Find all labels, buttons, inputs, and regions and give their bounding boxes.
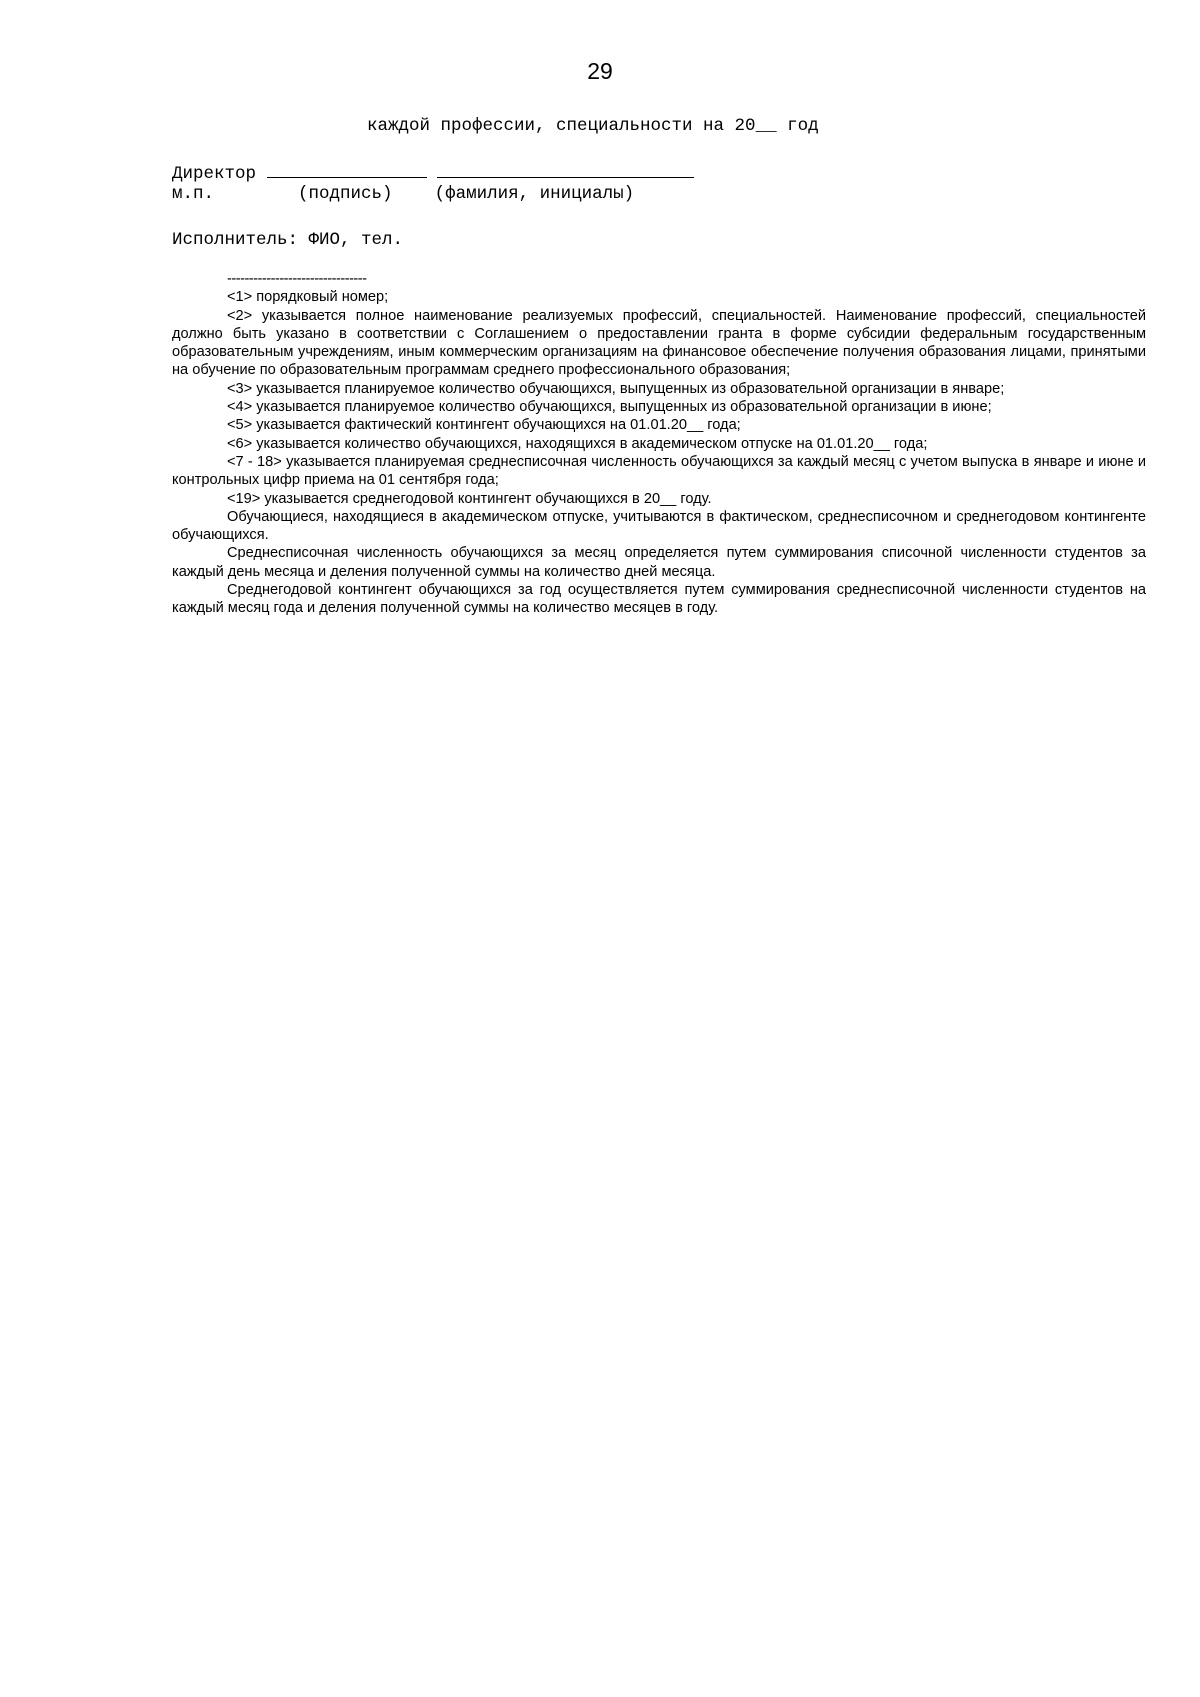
footnote-separator: -------------------------------- [227,271,367,287]
footnotes [172,270,1146,618]
footnote-note: Обучающиеся, находящиеся в академическом отпуске, учитываются в фактическом, среднесписочном и среднегодовом контингенте обучающихся. [172,508,1146,544]
footnote-item: <19> указывается среднегодовой контингент обучающихся в 20__ году. [227,490,712,507]
signature-field [267,161,427,178]
footnote-item: <3> указывается планируемое количество обучающихся, выпущенных из образовательной организации в январе; [227,380,1005,397]
footnote-item: <6> указывается количество обучающихся, находящихся в академическом отпуске на 01.01.20__ года; [227,435,928,452]
footnote-item: <4> указывается планируемое количество обучающихся, выпущенных из образовательной организации в июне; [227,399,992,416]
stamp-label: м.п. [172,184,215,204]
footnote-item: <2> указывается полное наименование реализуемых профессий, специальностей. Наименование профессий, специальностей должно быть указано в соответствии с Соглашением о предоставлении гранта в форме субсидии федеральным государственным образовательным учреждениям, иным коммерческим организациям на финансовое обеспечение получения образования лицами, принятыми на обучение по образовательным программам среднего профессионального образования; [172,307,1146,379]
page-number: 29 [587,58,613,84]
table-title-continuation: каждой профессии, специальности на 20__ год [367,116,819,136]
signature-caption: (подпись) [298,184,393,204]
director-label: Директор [172,164,257,184]
executor-line: Исполнитель: ФИО, тел. [172,230,404,250]
name-caption: (фамилия, инициалы) [434,184,635,204]
footnote-item: <7 - 18> указывается планируемая среднесписочная численность обучающихся за каждый месяц с учетом выпуска в январе и июне и контрольных цифр приема на 01 сентября года; [172,453,1146,489]
director-signature-line [172,161,694,185]
footnote-note: Среднесписочная численность обучающихся за месяц определяется путем суммирования списочной численности студентов за каждый день месяца и деления полученной суммы на количество дней месяца. [172,545,1146,580]
footnote-note: Среднегодовой контингент обучающихся за год осуществляется путем суммирования среднесписочной численности студентов на каждый месяц года и деления полученной суммы на количество месяцев в году. [172,582,1146,617]
signature-captions [172,183,634,205]
footnote-item: <5> указывается фактический контингент обучающихся на 01.01.20__ года; [227,417,741,434]
footnote-item: <1> порядковый номер; [227,289,389,306]
name-field [437,161,694,178]
